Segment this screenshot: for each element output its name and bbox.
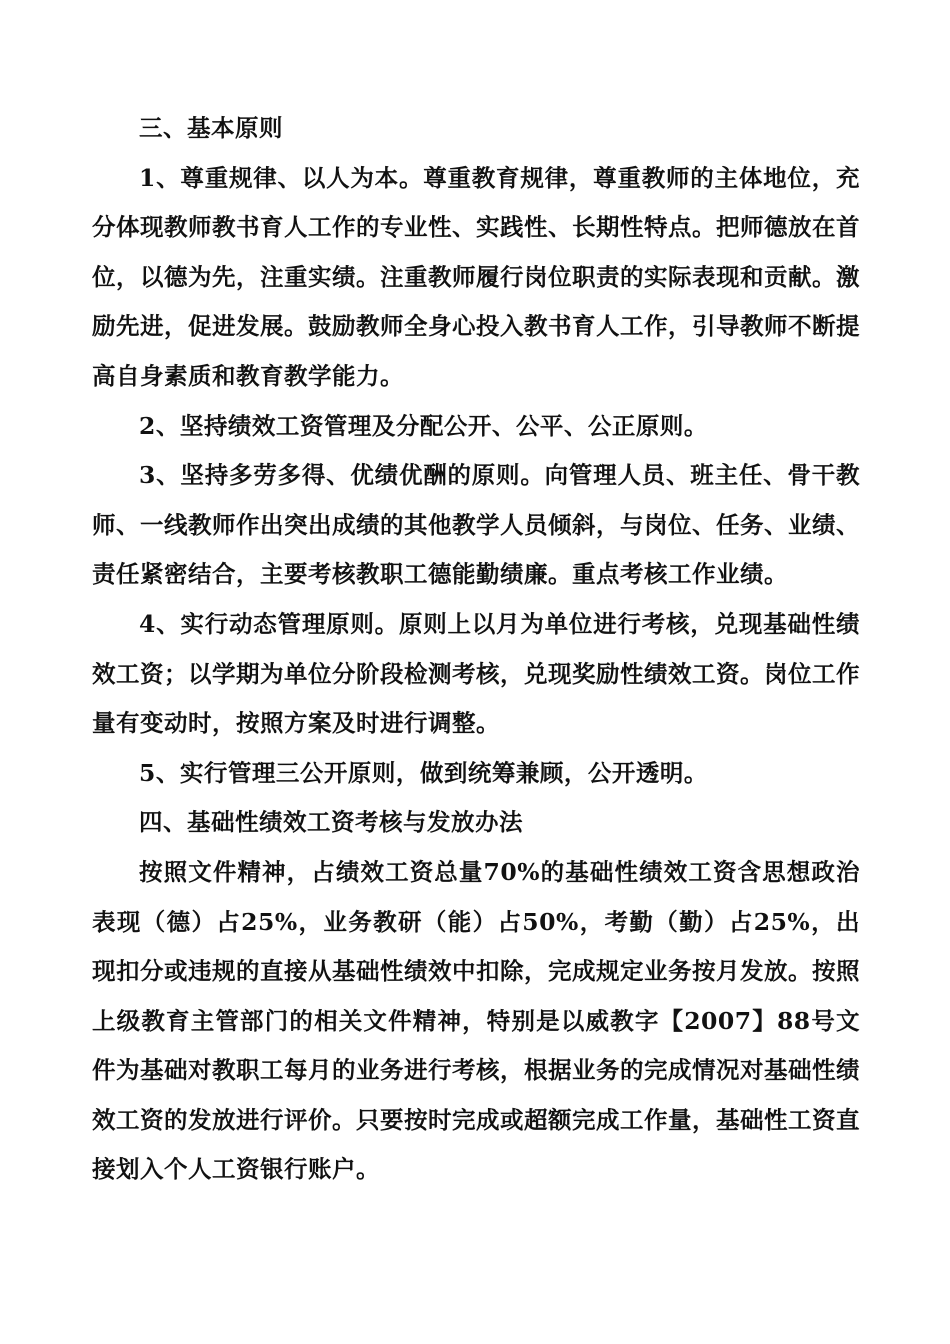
document-page [92, 104, 860, 1195]
principle-5-paragraph: 5、实行管理三公开原则，做到统筹兼顾，公开透明。 [139, 758, 708, 787]
section-heading-basic-pay: 四、基础性绩效工资考核与发放办法 [139, 808, 523, 837]
section-heading-basic-principles: 三、基本原则 [139, 114, 283, 142]
principle-4-paragraph: 4、实行动态管理原则。原则上以月为单位进行考核，兑现基础性绩效工资；以学期为单位分阶段检测考核，兑现奖励性绩效工资。岗位工作量有变动时，按照方案及时进行调整。 [92, 609, 860, 738]
principle-2-paragraph: 2、坚持绩效工资管理及分配公开、公平、公正原则。 [139, 411, 708, 440]
principle-1-paragraph: 1、尊重规律、以人为本。尊重教育规律，尊重教师的主体地位，充分体现教师教书育人工作的专业性、实践性、长期性特点。把师德放在首位，以德为先，注重实绩。注重教师履行岗位职责的实际表现和贡献。激励先进，促进发展。鼓励教师全身心投入教书育人工作，引导教师不断提高自身素质和教育教学能力。 [92, 163, 860, 390]
basic-pay-paragraph: 按照文件精神，占绩效工资总量70%的基础性绩效工资含思想政治表现（德）占25%，业务教研（能）占50%，考勤（勤）占25%，出现扣分或违规的直接从基础性绩效中扣除，完成规定业务按月发放。按照上级教育主管部门的相关文件精神，特别是以威教字【2007】88号文件为基础对教职工每月的业务进行考核，根据业务的完成情况对基础性绩效工资的发放进行评价。只要按时完成或超额完成工作量，基础性工资直接划入个人工资银行账户。 [92, 857, 860, 1184]
principle-3-paragraph: 3、坚持多劳多得、优绩优酬的原则。向管理人员、班主任、骨干教师、一线教师作出突出成绩的其他教学人员倾斜，与岗位、任务、业绩、责任紧密结合，主要考核教职工德能勤绩廉。重点考核工作业绩。 [92, 461, 860, 589]
